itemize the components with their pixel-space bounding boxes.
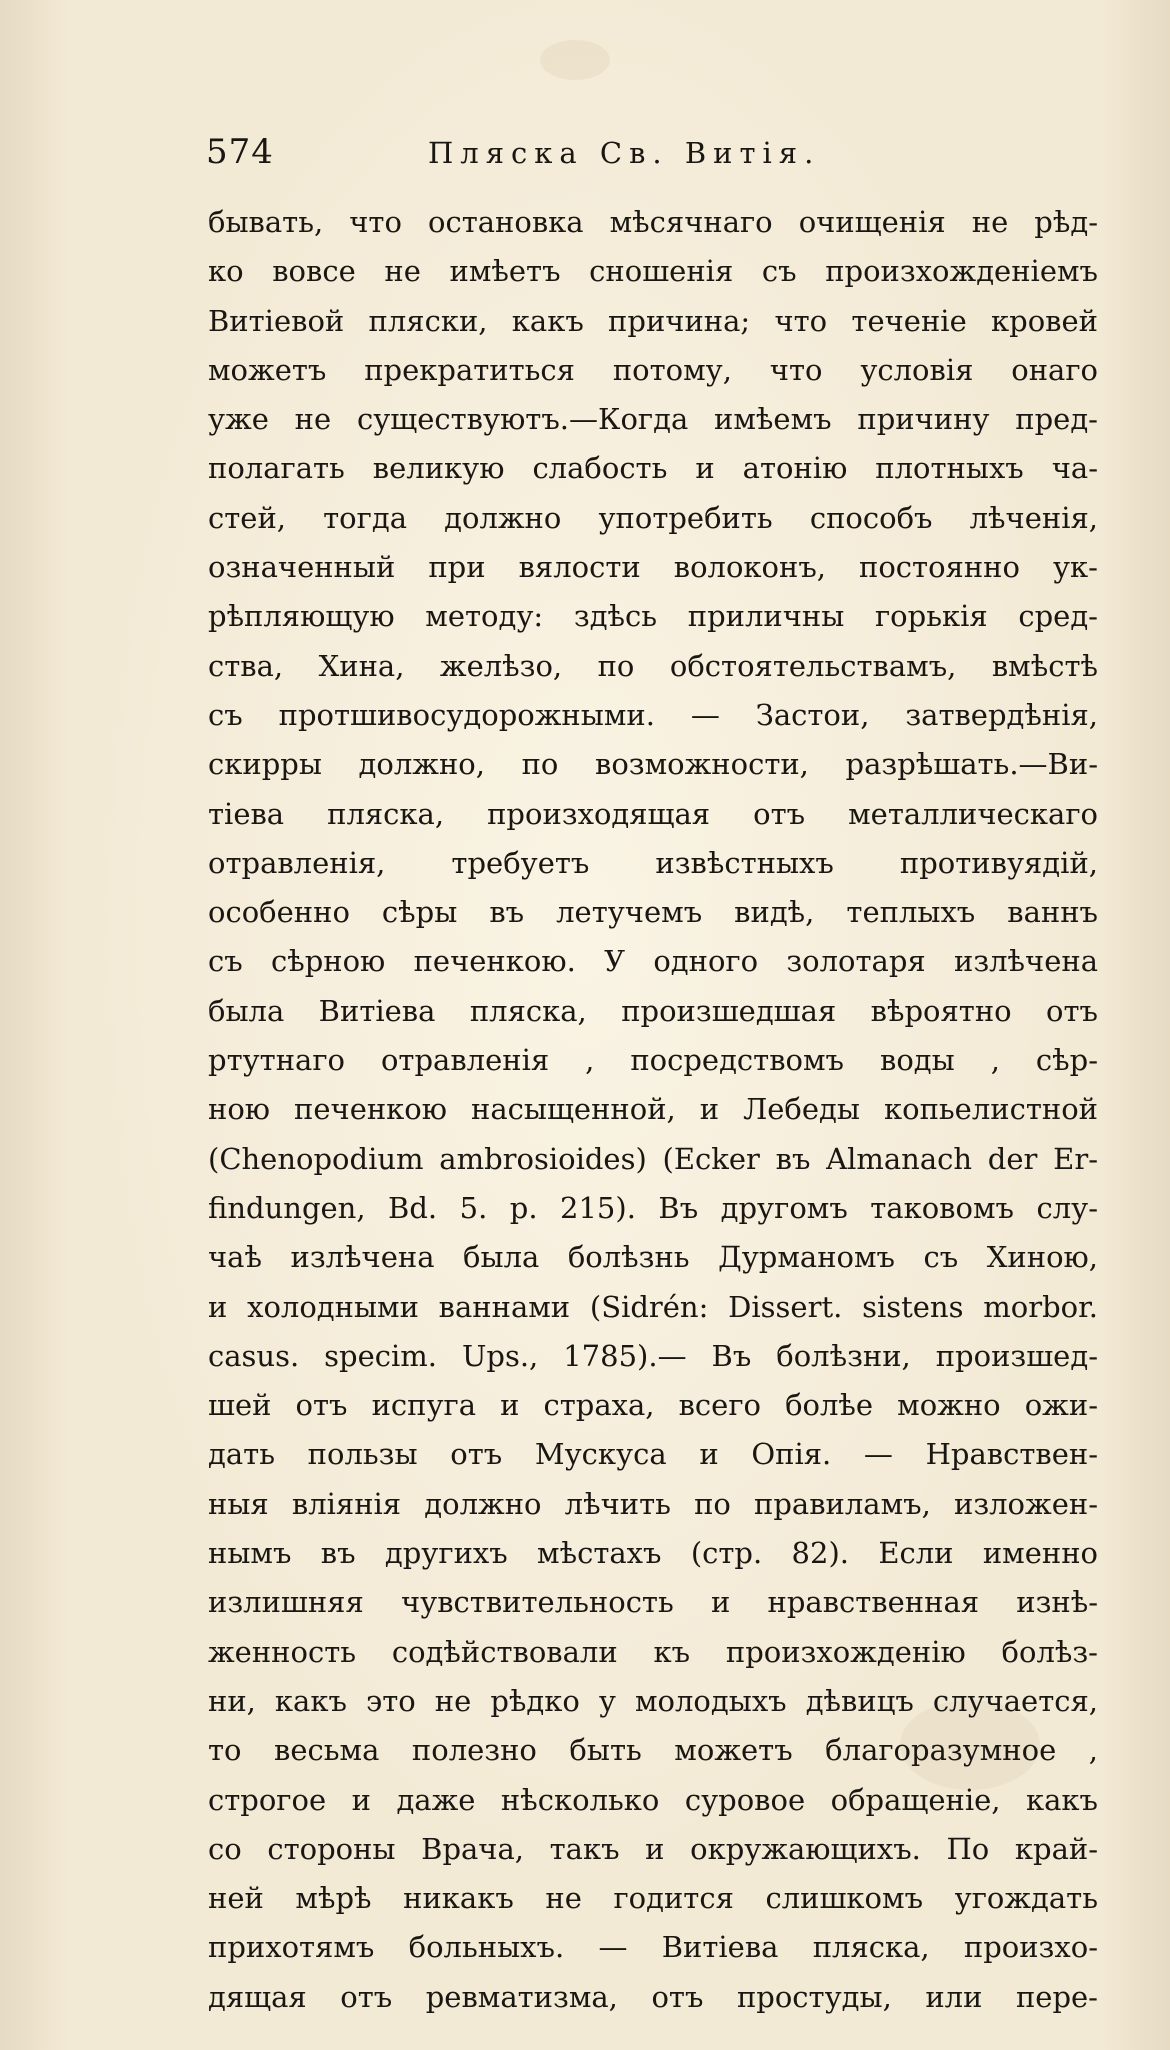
text-line: бывать, что остановка мѣсячнаго очищенія не рѣд-	[208, 205, 1098, 239]
text-line: ною печенкою насыщенной, и Лебеды копьелистной	[208, 1092, 1098, 1127]
text-line: дать пользы отъ Мускуса и Опія. — Нравствен-	[208, 1437, 1098, 1472]
text-line: скирры должно, по возможности, разрѣшать.—Ви-	[208, 747, 1098, 782]
text-line: дящая отъ ревматизма, отъ простуды, или пере-	[208, 1979, 1098, 2014]
text-line: была Витіева пляска, произшедшая вѣроятно отъ	[208, 993, 1098, 1028]
text-line: casus. specim. Ups., 1785).— Въ болѣзни, произшед-	[208, 1338, 1098, 1373]
text-line: прихотямъ больныхъ. — Витіева пляска, произхо-	[208, 1930, 1098, 1965]
text-line: findungen, Bd. 5. p. 215). Въ другомъ таковомъ слу-	[208, 1190, 1098, 1225]
page-number: 574	[206, 132, 274, 172]
text-line: и холодными ваннами (Sidrén: Dissert. sistens morbor.	[208, 1289, 1098, 1324]
text-line: съ сѣрною печенкою. У одного золотаря излѣчена	[208, 944, 1098, 979]
body-text	[208, 198, 1098, 2022]
text-line: рѣпляющую методу: здѣсь приличны горькія сред-	[208, 599, 1098, 634]
text-line: женность содѣйствовали къ произхожденію болѣз-	[208, 1634, 1098, 1669]
text-line: шей отъ испуга и страха, всего болѣе можно ожи-	[208, 1388, 1098, 1423]
text-line: тіева пляска, произходящая отъ металлическаго	[208, 796, 1098, 831]
text-line: съ протшивосудорожными. — Застои, затвердѣнія,	[208, 697, 1098, 732]
text-line: уже не существуютъ.—Когда имѣемъ причину пред-	[208, 402, 1098, 437]
text-line: строгое и даже нѣсколько суровое обращеніе, какъ	[208, 1782, 1098, 1817]
text-line: ныя вліянія должно лѣчить по правиламъ, изложен-	[208, 1486, 1098, 1521]
text-line: чаѣ излѣчена была болѣзнь Дурманомъ съ Хиною,	[208, 1240, 1098, 1275]
page-header	[206, 132, 876, 182]
text-line: излишняя чувствительность и нравственная изнѣ-	[208, 1585, 1098, 1620]
text-line: стей, тогда должно употребить способъ лѣченія,	[208, 500, 1098, 535]
text-line: означенный при вялости волоконъ, постоянно ук-	[208, 550, 1098, 585]
text-line: ства, Хина, желѣзо, по обстоятельствамъ, вмѣстѣ	[208, 648, 1098, 683]
text-line: ней мѣрѣ никакъ не годится слишкомъ угождать	[208, 1881, 1098, 1916]
text-line: (Chenopodium ambrosioides) (Ecker въ Almanach der Er-	[208, 1141, 1098, 1176]
text-line: ртутнаго отравленія , посредствомъ воды , сѣр-	[208, 1043, 1098, 1078]
running-head: Пляска Св. Витія.	[428, 136, 821, 170]
text-line: нымъ въ другихъ мѣстахъ (стр. 82). Если именно	[208, 1536, 1098, 1571]
text-line: ко вовсе не имѣетъ сношенія съ произхожденіемъ	[208, 254, 1098, 289]
text-line: Витіевой пляски, какъ причина; что теченіе кровей	[208, 303, 1098, 338]
text-line: то весьма полезно быть можетъ благоразумное ,	[208, 1733, 1098, 1768]
paper-stain	[540, 40, 610, 80]
text-line: отравленія, требуетъ извѣстныхъ противуядій,	[208, 845, 1098, 880]
text-line: можетъ прекратиться потому, что условія онаго	[208, 352, 1098, 387]
text-line: со стороны Врача, такъ и окружающихъ. По край-	[208, 1831, 1098, 1866]
text-line: ни, какъ это не рѣдко у молодыхъ дѣвицъ случается,	[208, 1683, 1098, 1718]
text-line: полагать великую слабость и атонію плотныхъ ча-	[208, 451, 1098, 486]
text-line: особенно сѣры въ летучемъ видѣ, теплыхъ ваннъ	[208, 895, 1098, 930]
